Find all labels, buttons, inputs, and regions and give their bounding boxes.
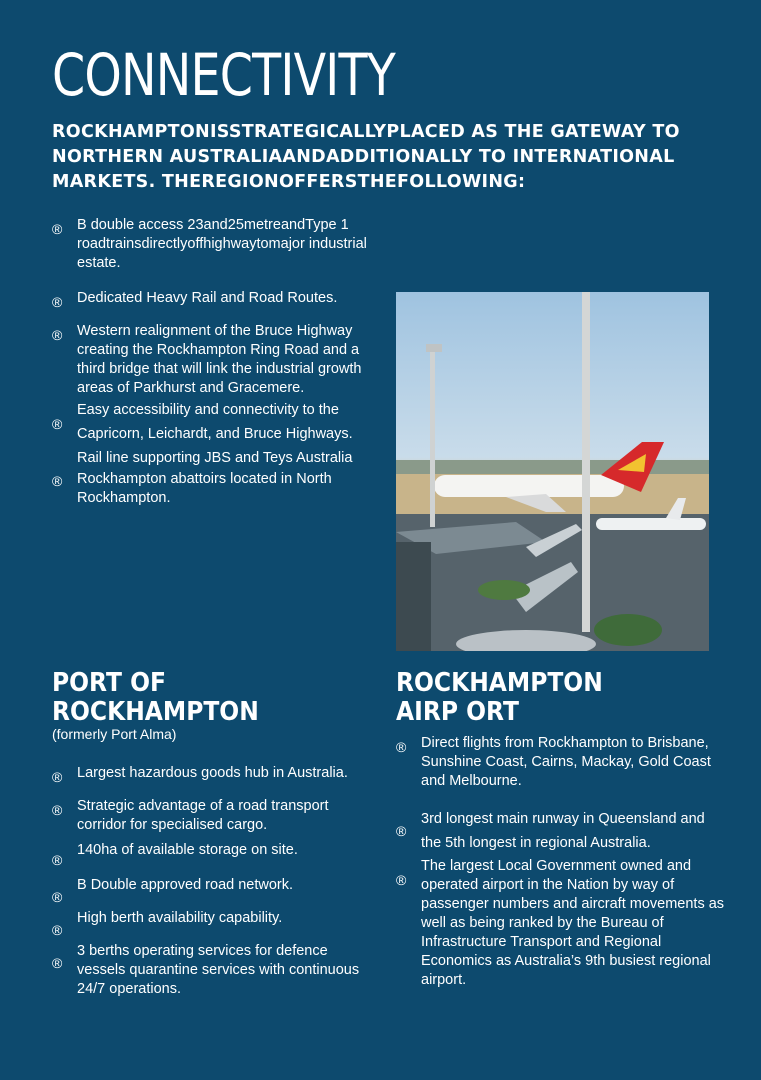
list-item-text: Direct flights from Rockhampton to Brisbane, Sunshine Coast, Cairns, Mackay, Gold Coast and Melbourne. <box>421 735 711 789</box>
registered-bullet-icon: ® <box>52 327 63 343</box>
light-pole <box>582 292 590 632</box>
list-item <box>396 734 726 791</box>
list-item-text: High berth availability capability. <box>77 910 283 926</box>
list-item <box>52 942 372 999</box>
list-item-text: Easy accessibility and connectivity to the Capricorn, Leichardt, and Bruce Highways. <box>77 402 353 442</box>
list-item-text: 3rd longest main runway in Queensland and the 5th longest in regional Australia. <box>421 811 705 851</box>
registered-bullet-icon: ® <box>52 889 63 905</box>
airport-apron-illustration <box>396 292 709 651</box>
list-item-text: Dedicated Heavy Rail and Road Routes. <box>77 290 338 306</box>
registered-bullet-icon: ® <box>52 221 63 237</box>
list-item <box>396 857 726 990</box>
page-title: CONNECTIVITY <box>52 41 395 109</box>
list-item-text: B Double approved road network. <box>77 877 294 893</box>
terminal-structure <box>396 542 431 651</box>
connectivity-list <box>52 216 372 508</box>
port-subtitle: (formerly Port Alma) <box>52 726 177 742</box>
shrubs <box>478 580 530 600</box>
list-item-text: Largest hazardous goods hub in Australia. <box>77 765 348 781</box>
distant-hills <box>396 460 709 474</box>
port-heading <box>52 669 259 727</box>
list-item <box>52 289 372 308</box>
list-item <box>52 841 372 868</box>
list-item-text: Rail line supporting JBS and Teys Australia <box>77 450 353 466</box>
list-item-text: Rockhampton abattoirs located in North Rockhampton. <box>77 471 332 506</box>
airport-heading <box>396 669 603 727</box>
list-item-text: Strategic advantage of a road transport corridor for specialised cargo. <box>77 798 329 833</box>
airport-photo <box>396 292 709 651</box>
list-item <box>52 446 372 470</box>
registered-bullet-icon: ® <box>396 739 407 755</box>
list-item <box>396 807 726 855</box>
floodlight <box>426 344 442 352</box>
trees <box>594 614 662 646</box>
port-heading-line2: ROCKHAMPTON <box>52 697 259 727</box>
list-item <box>52 876 372 905</box>
list-item-text: 3 berths operating services for defence vessels quarantine services with continuous 24/7 operations. <box>77 943 360 997</box>
airport-heading-line1: ROCKHAMPTON <box>396 668 603 698</box>
list-item <box>52 322 372 398</box>
registered-bullet-icon: ® <box>52 955 63 971</box>
airport-list <box>396 734 726 990</box>
list-item-text: Western realignment of the Bruce Highway creating the Rockhampton Ring Road and a third bridge that will link the industrial growth areas of Parkhurst and Gracemere. <box>77 323 362 396</box>
list-item <box>52 216 372 273</box>
registered-bullet-icon: ® <box>52 802 63 818</box>
port-heading-line1: PORT OF <box>52 668 167 698</box>
registered-bullet-icon: ® <box>52 473 63 489</box>
light-pole-left <box>430 347 435 527</box>
list-item <box>52 398 372 446</box>
intro-paragraph: ROCKHAMPTONISSTRATEGICALLYPLACED AS THE GATEWAY TO NORTHERN AUSTRALIAANDADDITIONALLY TO INTERNATIONAL MARKETS. THEREGIONOFFERSTHEFOLLOWING: <box>52 122 680 192</box>
list-item-text: 140ha of available storage on site. <box>77 842 298 858</box>
registered-bullet-icon: ® <box>396 823 407 839</box>
port-list <box>52 764 372 999</box>
registered-bullet-icon: ® <box>52 294 63 310</box>
registered-bullet-icon: ® <box>52 922 63 938</box>
list-item-text: B double access 23and25metreandType 1 roadtrainsdirectlyoffhighwaytomajor industrial estate. <box>77 217 367 271</box>
registered-bullet-icon: ® <box>52 852 63 868</box>
airport-heading-line2: AIRP ORT <box>396 697 519 727</box>
list-item-text: The largest Local Government owned and operated airport in the Nation by way of passenger numbers and aircraft movements as well as being ranked by the Bureau of Infrastructure Transport and Regional Economics as Australia’s 9th busiest regional airport. <box>421 858 725 988</box>
list-item <box>52 470 372 508</box>
list-item <box>52 764 372 783</box>
list-item <box>52 909 372 938</box>
registered-bullet-icon: ® <box>52 769 63 785</box>
list-item <box>52 797 372 835</box>
registered-bullet-icon: ® <box>396 872 407 888</box>
registered-bullet-icon: ® <box>52 416 63 432</box>
